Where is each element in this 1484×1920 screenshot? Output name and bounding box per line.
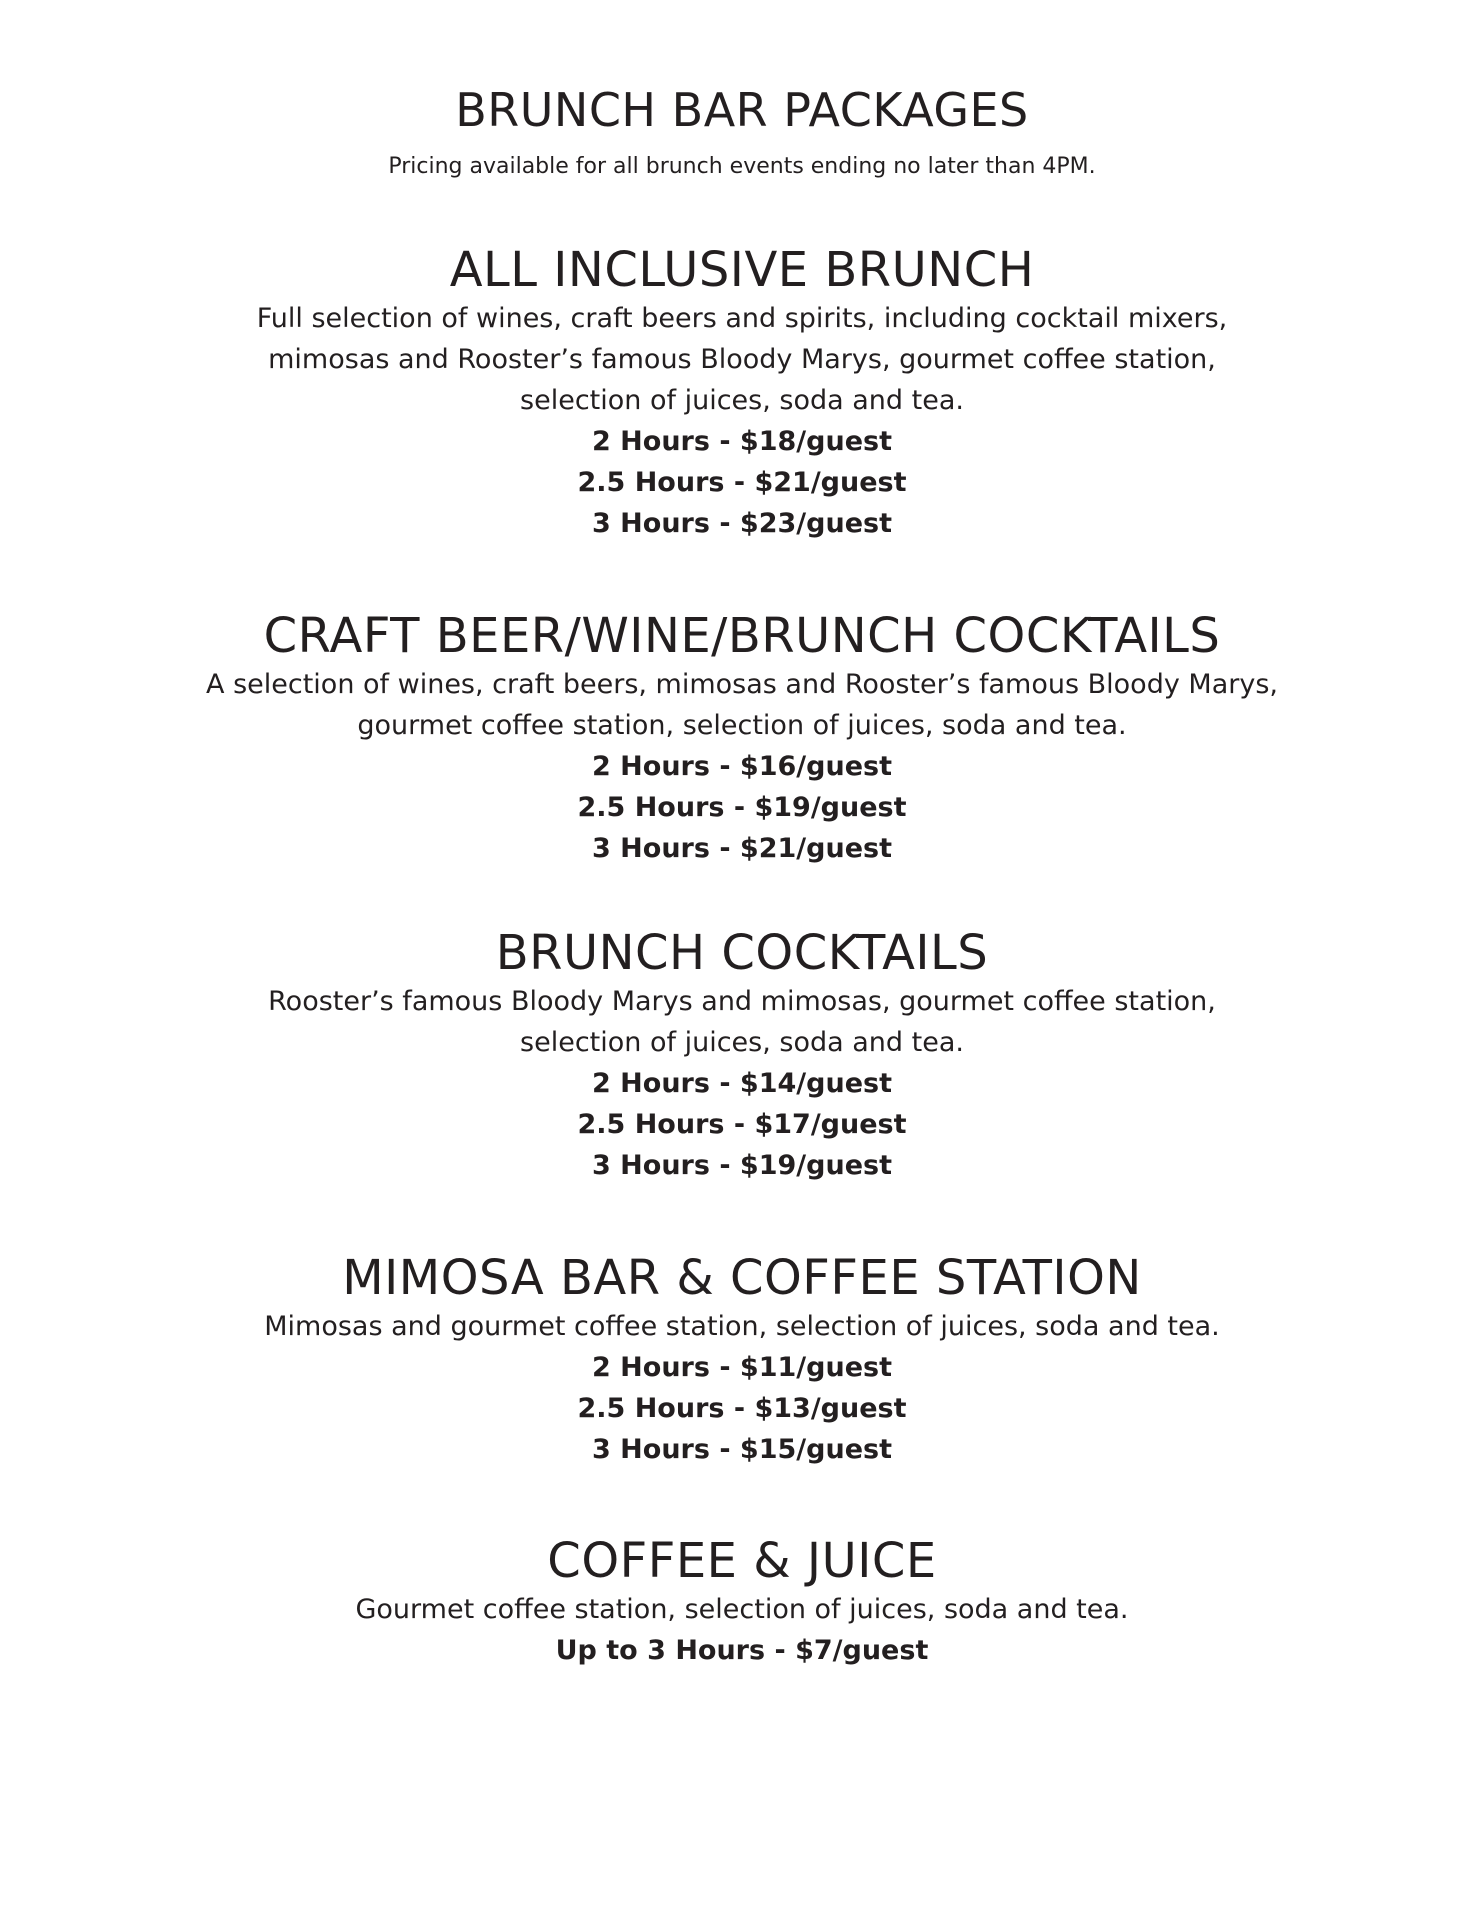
package-description: Rooster’s famous Bloody Marys and mimosas, gourmet coffee station, selection of juices, soda and tea. [268, 986, 1216, 1058]
package-description: Full selection of wines, craft beers and spirits, including cocktail mixers, mimosas and Rooster’s famous Bloody Marys, gourmet coffee station, selection of juices, soda and tea. [256, 303, 1228, 416]
price-item: 3 Hours - $23/guest [591, 508, 892, 539]
package-craft-beer-wine-brunch-cocktails [0, 608, 1484, 869]
package-all-inclusive-brunch [0, 242, 1484, 544]
price-list [0, 1063, 1484, 1186]
package-description: Gourmet coffee station, selection of juices, soda and tea. [355, 1594, 1129, 1625]
package-description: Mimosas and gourmet coffee station, selection of juices, soda and tea. [264, 1311, 1220, 1342]
price-item: 2 Hours - $18/guest [591, 426, 892, 457]
package-title: CRAFT BEER/WINE/BRUNCH COCKTAILS [263, 608, 1221, 664]
package-mimosa-bar-coffee-station [0, 1250, 1484, 1470]
price-item: 2.5 Hours - $21/guest [577, 467, 907, 498]
page-subtitle: Pricing available for all brunch events ending no later than 4PM. [388, 154, 1096, 179]
price-item: 2.5 Hours - $19/guest [577, 792, 907, 823]
package-title: BRUNCH COCKTAILS [495, 925, 989, 981]
price-item: 2 Hours - $11/guest [591, 1352, 892, 1383]
price-list [0, 1347, 1484, 1470]
price-list [0, 1630, 1484, 1671]
package-brunch-cocktails [0, 925, 1484, 1186]
package-title: ALL INCLUSIVE BRUNCH [449, 242, 1035, 298]
price-list [0, 421, 1484, 544]
price-item: 3 Hours - $21/guest [591, 833, 892, 864]
page-title: BRUNCH BAR PACKAGES [455, 83, 1029, 137]
price-item: 2.5 Hours - $13/guest [577, 1393, 907, 1424]
package-title: COFFEE & JUICE [547, 1533, 937, 1589]
price-item: 3 Hours - $15/guest [591, 1434, 892, 1465]
price-item: 2.5 Hours - $17/guest [577, 1109, 907, 1140]
package-title: MIMOSA BAR & COFFEE STATION [342, 1250, 1142, 1306]
price-list [0, 746, 1484, 869]
price-item: 2 Hours - $16/guest [591, 751, 892, 782]
package-coffee-juice [0, 1533, 1484, 1671]
price-item: Up to 3 Hours - $7/guest [555, 1635, 929, 1666]
price-item: 3 Hours - $19/guest [591, 1150, 892, 1181]
package-description: A selection of wines, craft beers, mimosas and Rooster’s famous Bloody Marys, gourmet coffee station, selection of juices, soda and tea. [206, 669, 1278, 741]
price-item: 2 Hours - $14/guest [591, 1068, 892, 1099]
